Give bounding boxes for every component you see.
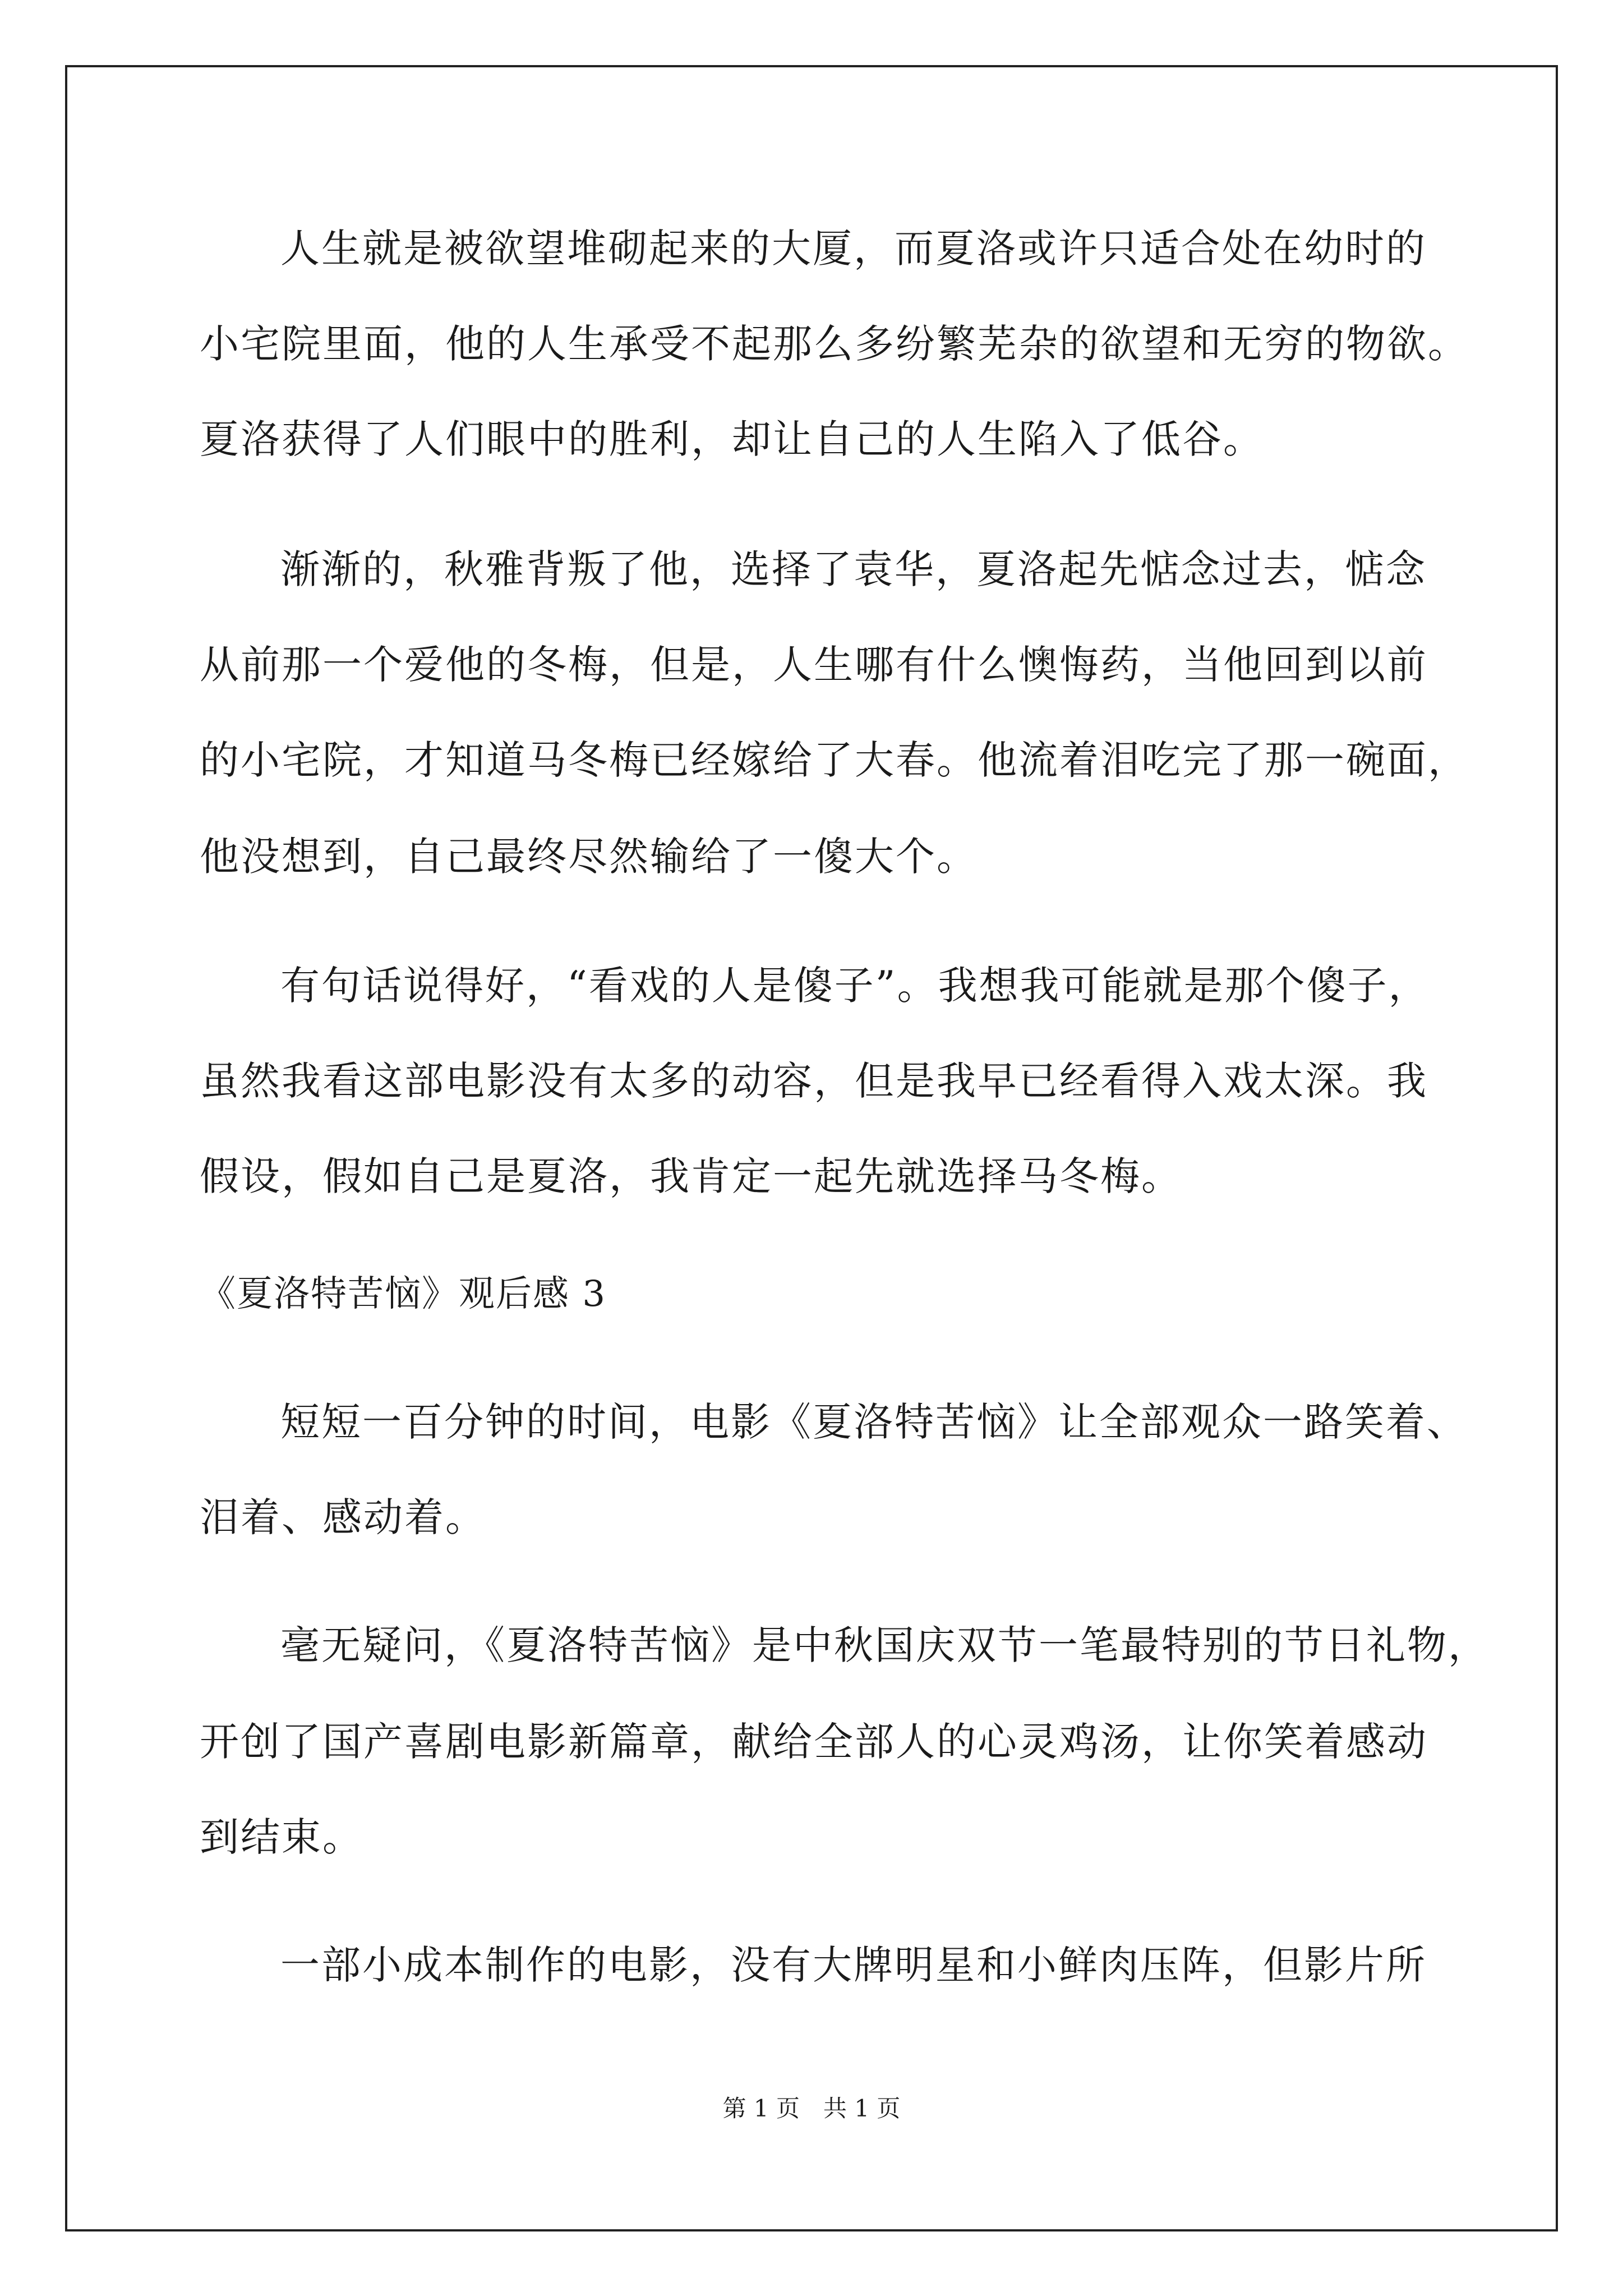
page-footer: 第 1 页 共 1 页 bbox=[722, 2095, 901, 2122]
text-line: 假设，假如自己是夏洛，我肯定一起先就选择马冬梅。 bbox=[200, 1153, 1182, 1199]
page-border bbox=[65, 65, 1558, 2231]
text-line: 有句话说得好，“看戏的人是傻子”。我想我可能就是那个傻子， bbox=[280, 963, 1430, 1009]
text-line: 人生就是被欲望堆砌起来的大厦，而夏洛或许只适合处在幼时的 bbox=[280, 226, 1427, 272]
text-line: 短短一百分钟的时间，电影《夏洛特苦恼》让全部观众一路笑着、 bbox=[280, 1399, 1468, 1445]
text-line: 一部小成本制作的电影，没有大牌明星和小鲜肉压阵，但影片所 bbox=[280, 1942, 1427, 1988]
text-line: 到结束。 bbox=[200, 1814, 363, 1860]
text-line: 小宅院里面，他的人生承受不起那么多纷繁芜杂的欲望和无穷的物欲。 bbox=[200, 321, 1469, 367]
section-heading: 《夏洛特苦恼》观后感 3 bbox=[200, 1273, 607, 1315]
text-line: 夏洛获得了人们眼中的胜利，却让自己的人生陷入了低谷。 bbox=[200, 416, 1264, 462]
text-line: 毫无疑问，《夏洛特苦恼》是中秋国庆双节一笔最特别的节日礼物， bbox=[280, 1622, 1489, 1668]
text-line: 他没想到，自己最终尽然输给了一傻大个。 bbox=[200, 834, 978, 880]
text-line: 泪着、感动着。 bbox=[200, 1494, 486, 1540]
text-line: 渐渐的，秋雅背叛了他，选择了袁华，夏洛起先惦念过去，惦念 bbox=[280, 546, 1427, 592]
text-line: 开创了国产喜剧电影新篇章，献给全部人的心灵鸡汤，让你笑着感动 bbox=[200, 1719, 1428, 1765]
text-line: 的小宅院，才知道马冬梅已经嫁给了大春。他流着泪吃完了那一碗面， bbox=[200, 737, 1469, 783]
text-line: 虽然我看这部电影没有太多的动容，但是我早已经看得入戏太深。我 bbox=[200, 1058, 1428, 1104]
text-line: 从前那一个爱他的冬梅，但是，人生哪有什么懊悔药，当他回到以前 bbox=[200, 642, 1428, 688]
